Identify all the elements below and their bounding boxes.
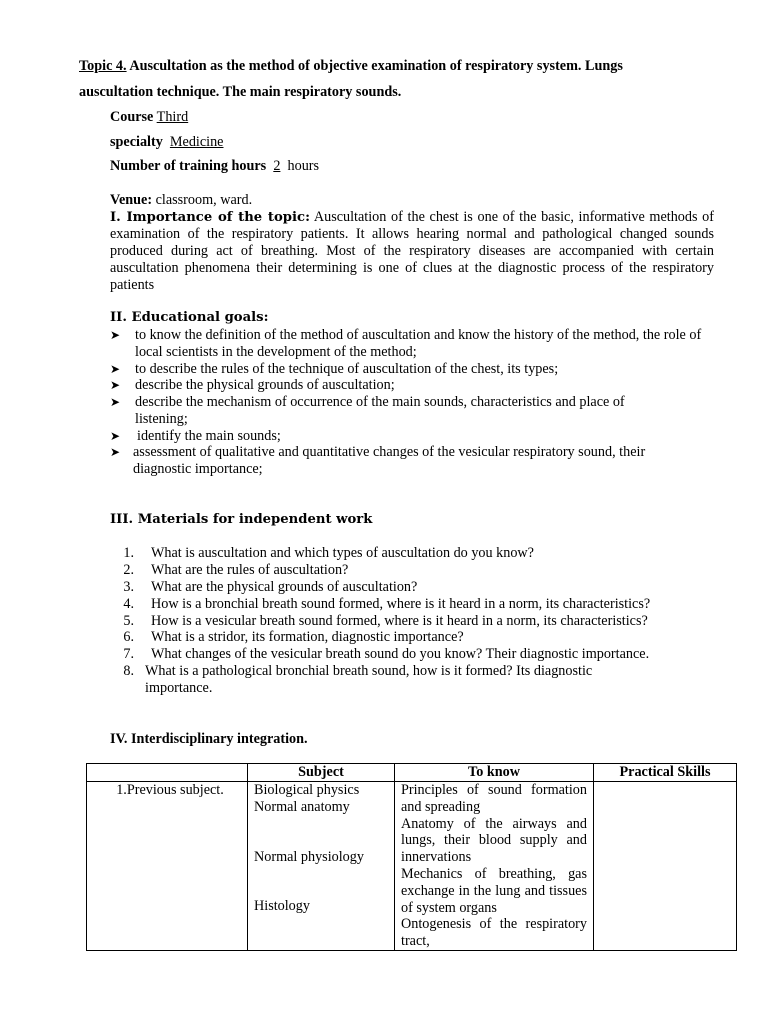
topic-title-line1	[79, 58, 623, 75]
question-number: 3.	[123, 579, 134, 595]
bullet-arrow-icon: ➤	[110, 395, 121, 409]
goal-item: assessment of qualitative and quantitative changes of the vesicular respiratory sound, their diagnostic importance;	[133, 444, 646, 477]
question-text: What are the rules of auscultation?	[151, 562, 349, 578]
venue-value: classroom, ward.	[152, 192, 253, 208]
table-row	[87, 782, 737, 951]
to-know-cell	[395, 782, 594, 951]
to-know-item: Mechanics of breathing, gas exchange in the lung and tissues of system organs	[401, 865, 587, 916]
specialty-line	[110, 134, 223, 151]
question-text: What is a stridor, its formation, diagnostic importance?	[151, 629, 464, 645]
goal-item: identify the main sounds;	[137, 428, 281, 444]
subject-item: Normal physiology	[254, 848, 364, 865]
column-header: To know	[395, 764, 594, 782]
goal-item: describe the physical grounds of auscultation;	[135, 377, 395, 393]
question-text: What changes of the vesicular breath sound do you know? Their diagnostic importance.	[151, 646, 650, 662]
question-number: 4.	[123, 596, 134, 612]
goals-heading: II. Educational goals:	[110, 310, 269, 325]
hours-value: 2	[273, 158, 281, 174]
question-text-continued: importance.	[145, 680, 213, 696]
bullet-arrow-icon: ➤	[110, 429, 121, 443]
course-value: Third	[156, 109, 189, 125]
venue-line	[110, 192, 252, 209]
goal-item: describe the mechanism of occurrence of the main sounds, characteristics and place of listening;	[135, 394, 625, 427]
question-text: What are the physical grounds of auscultation?	[151, 579, 418, 595]
subject-item: Biological physics	[254, 782, 360, 798]
question-text: How is a vesicular breath sound formed, where is it heard in a norm, its characteristics?	[151, 613, 648, 629]
integration-heading: IV. Interdisciplinary integration.	[110, 731, 308, 747]
bullet-arrow-icon: ➤	[110, 445, 121, 459]
hours-line	[110, 158, 319, 175]
subjects-cell	[248, 782, 395, 951]
importance-paragraph	[110, 209, 714, 294]
topic-title: Auscultation as the method of objective examination of respiratory system. Lungs	[126, 58, 623, 74]
column-header: Practical Skills	[594, 764, 737, 782]
topic-title-line2: auscultation technique. The main respiratory sounds.	[79, 84, 402, 100]
question-number: 7.	[123, 646, 134, 662]
to-know-item: Principles of sound formation and spreading	[401, 782, 587, 815]
question-text: How is a bronchial breath sound formed, where is it heard in a norm, its characteristics?	[151, 596, 651, 612]
question-text: What is auscultation and which types of auscultation do you know?	[151, 545, 534, 561]
to-know-item: Ontogenesis of the respiratory tract,	[401, 916, 587, 950]
goal-item: to describe the rules of the technique of auscultation of the chest, its types;	[135, 361, 559, 377]
importance-text: Auscultation of the chest is one of the basic, informative methods of examination of the respiratory patients. It allows hearing normal and pathological changed sounds produced during act of breathing. Most of the respiratory diseases are accompanied with certain auscultation phenomena their determining is one of clues at the diagnostic process of the respiratory patients	[110, 209, 714, 293]
table-header-row	[87, 764, 737, 782]
question-number: 6.	[123, 629, 134, 645]
hours-unit: hours	[287, 158, 320, 174]
question-number: 5.	[123, 613, 134, 629]
subject-item: Histology	[254, 898, 310, 915]
specialty-label: specialty	[110, 134, 163, 150]
topic-number: Topic 4.	[79, 58, 127, 74]
goal-item: to know the definition of the method of auscultation and know the history of the method, the role of local scientists in the development of the method;	[135, 327, 702, 360]
question-number: 1.	[123, 545, 134, 561]
column-header: Subject	[248, 764, 395, 782]
bullet-arrow-icon: ➤	[110, 378, 121, 392]
question-number: 8.	[123, 663, 134, 679]
hours-label: Number of training hours	[110, 158, 267, 174]
course-label: Course	[110, 109, 154, 125]
integration-table	[86, 763, 737, 951]
course-line	[110, 109, 188, 126]
materials-heading: III. Materials for independent work	[110, 512, 373, 527]
bullet-arrow-icon: ➤	[110, 362, 121, 376]
venue-label: Venue:	[110, 192, 153, 208]
question-text: What is a pathological bronchial breath sound, how is it formed? Its diagnostic	[145, 663, 593, 679]
bullet-arrow-icon: ➤	[110, 328, 121, 342]
importance-heading: I. Importance of the topic:	[110, 210, 310, 225]
column-header	[87, 764, 248, 782]
subject-item: Normal anatomy	[254, 798, 350, 815]
specialty-value: Medicine	[169, 134, 224, 150]
question-number: 2.	[123, 562, 134, 578]
practical-skills-cell	[594, 782, 737, 951]
to-know-item: Anatomy of the airways and lungs, their blood supply and innervations	[401, 815, 587, 866]
row-label: 1.Previous subject.	[87, 782, 248, 951]
